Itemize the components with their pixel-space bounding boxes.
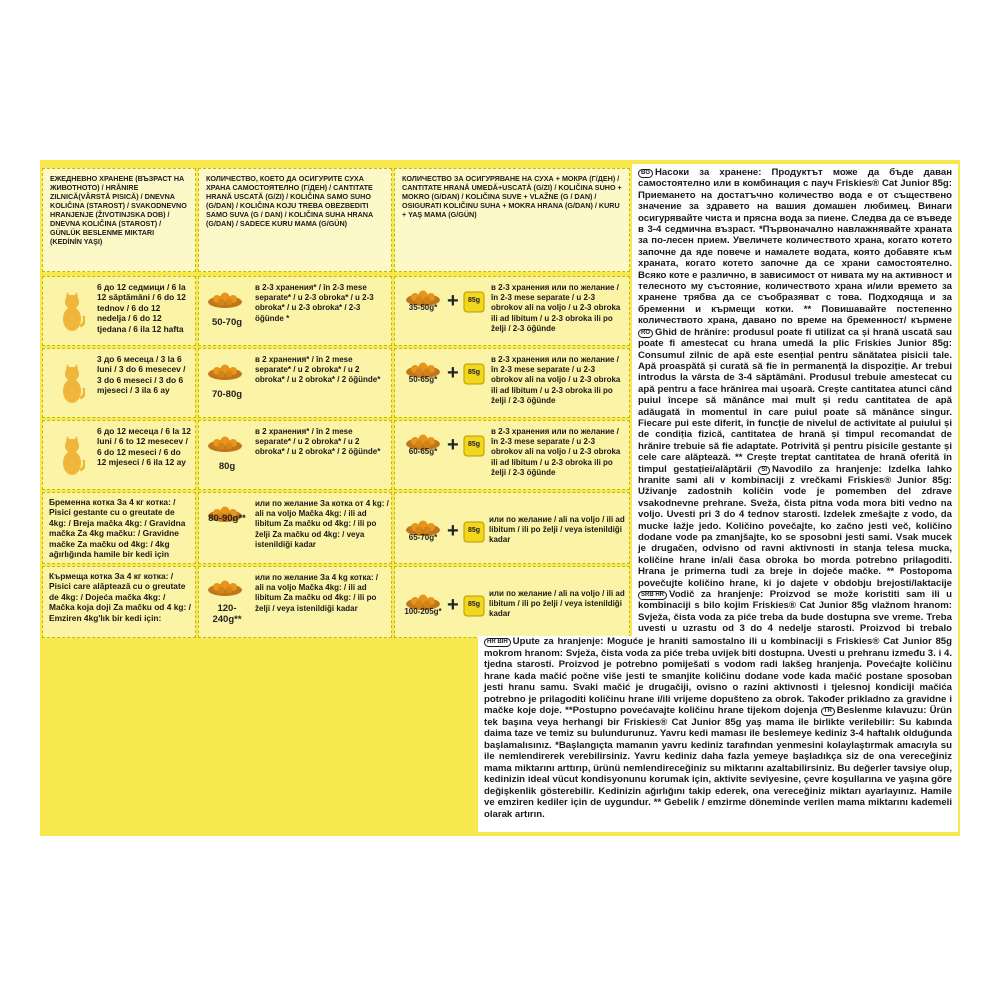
mixed-cell <box>394 348 630 418</box>
plus-sign: + <box>447 290 459 312</box>
mixed-amount: 65-70g* <box>408 533 438 542</box>
age-cell <box>42 566 196 638</box>
cat-type-label: Кърмеща котка За 4 кг котка: / Pisici care alăptează cu o greutate de 4kg: / Dojeća mačka 4kg: / Mačka koja doji Za mačku od 4 kg: / Emziren 4kg'lık bir kedi için: <box>49 571 191 623</box>
pouch-weight: 85g <box>467 601 481 608</box>
mixed-cell <box>394 420 630 490</box>
dry-instructions: в 2 хранения* / în 2 mese separate* / u 2 obroka* / u 2 obroka* / u 2 obroka* / 2 öğünde* <box>255 355 381 385</box>
instructions-ro: Ghid de hrănire: produsul poate fi utilizat ca și hrană uscată sau poate fi amestecat cu hrana umedă la plic Friskies Junior 85g: Consumul zilnic de apă este esențial pentru sănătatea pisicii tale. Apă proaspătă și curată să fie în permanență la dispoziție. Ar trebui introdus la vârsta de 3-4 săptămâni. Produsul trebuie amestecat cu apă pentru a face hrănirea mai ușoară. Crește cantitatea atunci când puiul începe să mănânce mai mult și redu cantitatea de apă adăugată în momentul în care puiul poate să mănânce singur. Fiecare pui este diferit, în funcție de nivelul de activitate al puiului și de condiția fizică, cantitatea de hrană și timpul recomandat de hrănire trebuie să fie adaptate. Potrivită și pentru pisicile gestante și cele care alăptează. ** Crește treptat cantitatea de hrană oferită în timpul gestației/alăptării <box>638 326 952 475</box>
age-cell <box>42 276 196 346</box>
kibble-icon <box>205 287 245 309</box>
feeding-instructions <box>632 164 958 636</box>
dry-instructions: в 2 хранения* / în 2 mese separate* / u 2 obroka* / u 2 obroka* / u 2 obroka* / 2 öğünde* <box>255 427 381 457</box>
dry-amount: 120-240g** <box>212 603 242 625</box>
kitten-icon <box>59 364 85 404</box>
kibble-icon <box>205 575 245 597</box>
kitten-icon <box>59 436 85 476</box>
dry-cell <box>198 420 392 490</box>
mixed-cell <box>394 492 630 564</box>
instructions-bih: Upute za hranjenje: Moguće je hraniti samostalno ili u kombinaciji s Friskies® Cat Junior 85g mokrom hranom: Svježa, čista voda za piće treba uvijek biti dostupna. Uvesti u prehranu između 3. i 4. tjedna starosti. Proizvod je potrebno pomiješati s vodom radi lakšeg hranjenja. Povećajte količinu hrane kada mačić počne više jesti te smanjite količinu dodane vode kada mačić postane sposoban jesti hranu samu. Svaki mačić je drugačiji, ovisno o razini aktivnosti i tjelesnoj kondiciji mačića potrebno je prilagoditi količinu hrane i/ili vrijeme dopušteno za obrok. Također prikladno za gravidne i mačke koje doje. **Postupno povećavajte količinu hrane tijekom dojenja <box>484 636 952 716</box>
age-cell <box>42 492 196 564</box>
lang-badge-ro: RO <box>638 329 653 338</box>
mixed-cell <box>394 276 630 346</box>
mixed-instructions: в 2-3 хранения или по желание / în 2-3 mese separate / u 2-3 obrokov ali na voljo / u 2-3 obroka ili ad libitum / u 2-3 obroka ili po željі / 2-3 öğünde <box>491 283 621 333</box>
plus-sign: + <box>447 434 459 456</box>
plus-sign: + <box>447 362 459 384</box>
header-mixed: КОЛИЧЕСТВО ЗА ОСИГУРЯВАНЕ НА СУХА + МОКРА (Г/ДЕН) / CANTITATE HRANĂ UMEDĂ+USCATĂ (G/ZI) / KOLIČINA SUHO + MOKRO (G/DAN) / KOLIČINA SUVE + VLAŽNE (G / DAN) / OSIGURATI KOLIČINU SUHA + MOKRA HRANA (G/DAN) / KURU + YAŞ MAMA (G/GÜN) <box>394 168 630 272</box>
mixed-instructions: или по желание / ali na voljo / ili ad libitum / ili po željі / veya istenildiği kadar <box>489 589 625 619</box>
mixed-instructions: в 2-3 хранения или по желание / în 2-3 mese separate / u 2-3 obrokov ali na voljo / u 2-3 obroka ili ad libitum / u 2-3 obroka ili po željі / 2-3 öğünde <box>491 355 621 405</box>
header-age: ЕЖЕДНЕВНО ХРАНЕНЕ (ВЪЗРАСТ НА ЖИВОТНОТО) / HRĂNIRE ZILNICĂ(VÂRSTĂ PISICĂ) / DNEVNA KOLIČINA (STAROST) / SVAKODNEVNO HRANJENJE (ŽIVOTINJSKA DOB) / DNEVNA KOLIČINA (STAROST) / GÜNLÜK BESLENME MIKTARI (KEDİNİN YAŞI) <box>42 168 196 272</box>
instructions-bg: Насоки за хранене: Продуктът може да бъде даван самостоятелно или в комбинация с пауч Friskies® Cat Junior 85g: Приемането на достатъчно количество вода е от съществено значение за здравето на вашия домашен любимец. Винаги осигурявайте чиста и прясна вода за пиене. Следва да се въведе в 3-4 седмична възраст. *Първоначално навлажнявайте храната за по-лесен прием. Увеличете количеството храна, когато котето започне да яде повече и намалете водата, която добавяте към храната, когато котето започне да се храни самостоятелно. Всяко коте е различно, в зависимост от нивата му на активност и телесното му състояние, количеството храна и/или времето за хранене трябва да се съобразяват с това. Подходяща и за бременни и кърмещи котки. ** Повишавайте постепенно количеството храна, давано по време на бременност/ кърмене <box>638 167 952 327</box>
dry-cell <box>198 276 392 346</box>
mixed-cell <box>394 566 630 638</box>
kibble-icon <box>205 359 245 381</box>
plus-sign: + <box>447 520 459 542</box>
lang-badge-si: SI <box>758 466 770 475</box>
mixed-amount: 60-65g* <box>408 447 438 456</box>
age-cell <box>42 348 196 418</box>
dry-instructions: или по желание За котка от 4 kg: / ali na voljo Mačka 4kg: / ili ad libitum Za mačku od 4kg: / ili po željі Za mačku od 4kg: / veya istenildiği kadar <box>255 499 389 549</box>
plus-sign: + <box>447 594 459 616</box>
dry-cell <box>198 348 392 418</box>
dry-cell <box>198 492 392 564</box>
age-label: 6 до 12 месеца / 6 la 12 luni / 6 to 12 mesecev / 6 do 12 meseci / 6 do 12 mjeseci / 6 ila 12 ay <box>97 426 191 468</box>
pouch-weight: 85g <box>467 369 481 376</box>
age-label: 6 до 12 седмици / 6 la 12 săptămâni / 6 do 12 tednov / 6 do 12 nedelja / 6 do 12 tjedana / 6 ila 12 hafta <box>97 282 186 334</box>
lang-badge-tr: TR <box>821 707 835 716</box>
age-cell <box>42 420 196 490</box>
dry-amount: 80-90g** <box>208 513 246 524</box>
dry-instructions: в 2-3 хранения* / în 2-3 mese separate* / u 2-3 obroka* / u 2-3 obroka* / u 2-3 obroka* / 2-3 öğünde * <box>255 283 374 323</box>
lang-badge-bg: BG <box>638 169 653 178</box>
mixed-instructions: в 2-3 хранения или по желание / în 2-3 mese separate / u 2-3 obrokov ali na voljo / u 2-3 obroka ili ad libitum / u 2-3 obroka ili po željі / 2-3 öğünde <box>491 427 621 477</box>
mixed-instructions: или по желание / ali na voljo / ili ad libitum / ili po željі / veya istenildiği kadar <box>489 515 625 545</box>
mixed-amount: 50-65g* <box>408 375 438 384</box>
feeding-instructions-continued <box>478 636 958 832</box>
age-label: 3 до 6 месеца / 3 la 6 luni / 3 do 6 mesecev / 3 do 6 meseci / 3 do 6 mjeseci / 3 ila 6 ay <box>97 354 186 396</box>
kitten-icon <box>59 292 85 332</box>
lang-badge-bih: HR BIH <box>484 638 511 647</box>
instructions-srb: Vodič za hranjenje: Proizvod se može koristiti sam ili u kombinaciji s bilo kojim Friskies® Cat Junior 85g vlažnom hranom: Svježa, čista voda za piće treba da bude dostupna sve vreme. Treba uvesti u uzrastu od 3 do 4 nedelje starosti. Proizvod bi trebalo <box>638 589 952 635</box>
instructions-tr: Beslenme kılavuzu: Ürün tek başına veya herhangi bir Friskies® Cat Junior 85g yaş mama ile birlikte verilebilir: Su kabında daima taze ve temiz su bulundurunuz. Yavru kedi maması ile beslemeye kediniz 3-4 haftalık olduğunda başlamalısınız. *Başlangıçta mamanın yavru kediniz tarafından yenmesini kolaylaştırmak amacıyla su ile nemlendirerek verebilirsiniz. Yavru kediniz daha fazla yemeye başladıkça siz de ona vereceğiniz mama miktarını arttırıp, ürünü nemlendireceğiniz su miktarını azaltabilirsiniz. Bu değerler tavsiye olup, kedinizin ideal vücut kondisyonunu korumak için, aktivite seviyesine, çevre koşullarına ve yaşına göre değişkenlik gösterebilir. Kedinizin ağırlığını takip ederek, ona vereceğiniz miktarı ayarlayınız. Hamile ve emziren kediler için de uygundur. ** Gebelik / emzirme döneminde verilen mama miktarını kademeli olarak artırın. <box>484 705 953 820</box>
dry-amount: 70-80g <box>211 389 243 400</box>
dry-amount: 80g <box>218 461 236 472</box>
mixed-amount: 35-50g* <box>408 303 438 312</box>
kibble-icon <box>205 431 245 453</box>
instructions-si: Navodilo za hranjenje: Izdelka lahko hranite sami ali v kombinaciji z vrečkami Friskies® Junior 85g: Uživanje zadostnih količin vode je pomemben del zdrave vsakodnevne prehrane. Sveža, čista pitna voda mora biti vedno na voljo. Uvesti pri 3 do 4 tednov starosti. Izdelek zmešajte z vodo, da mucke lažje jedo. Količino povečajte, ko začno jesti več, količino dodane vode pa zmanjšajte, ko se sposobni jesti sami. Vsak mucek je drugačen, odvisno od ravni aktivnosti in stanja telesa mucka, količine hrane in/ali časa obroka bo morda potrebno prilagoditi. Hrana je primerna tudi za breje in doječe mačke. ** Postopoma povečujte količino hrane, ki jo dajete v obdobju brejosti/laktacije <box>638 463 952 589</box>
header-dry: КОЛИЧЕСТВО, КОЕТО ДА ОСИГУРИТЕ СУХА ХРАНА САМОСТОЯТЕЛНО (Г/ДЕН) / CANTITATE HRANĂ USCATĂ (G/ZI) / KOLIČINA SAMO SUHO (G/DAN) / KOLIČINA KOJU TREBA OBEZBEDITI SAMO SUVA (G / DAN) / KOLIČINA SUHA HRANA (G/DAN) / SADECE KURU MAMA (G/GÜN) <box>198 168 392 272</box>
pouch-weight: 85g <box>467 527 481 534</box>
dry-cell <box>198 566 392 638</box>
cat-type-label: Бременна котка За 4 кг котка: / Pisici gestante cu o greutate de 4kg: / Breja mačka 4kg: / Gravidna mačka Za 4kg mačku: / Gravidne mačke Za mačku od 4kg: / 4kg ağırlığında hamile bir kedi için <box>49 497 186 560</box>
pouch-weight: 85g <box>467 441 481 448</box>
dry-amount: 50-70g <box>211 317 243 328</box>
lang-badge-srb: SRB HR <box>638 591 667 600</box>
mixed-amount: 100-205g* <box>404 607 442 616</box>
pouch-weight: 85g <box>467 297 481 304</box>
dry-instructions: или по желание За 4 kg котка: / ali na voljo Mačka 4kg: / ili ad libitum Za mačku od 4kg: / ili po željі / veya istenildiği kadar <box>255 573 379 613</box>
